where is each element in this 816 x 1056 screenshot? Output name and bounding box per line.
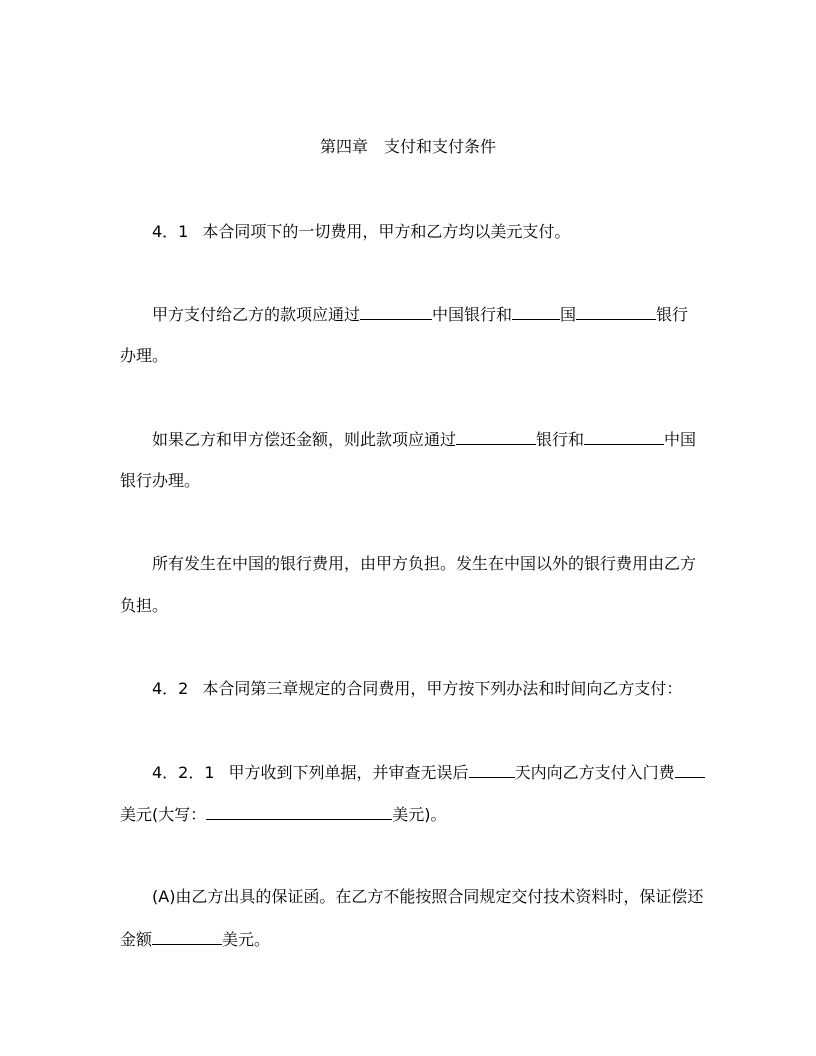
fill-blank[interactable]: [512, 303, 560, 320]
fill-blank[interactable]: [469, 761, 515, 778]
fill-blank[interactable]: [206, 803, 392, 820]
paragraph-text: 中国银行和: [432, 305, 513, 324]
paragraph-text: 银行办理。: [120, 471, 201, 490]
fill-blank[interactable]: [576, 303, 656, 320]
bank-fees-line-1: [152, 553, 696, 575]
paragraph-text: 所有发生在中国的银行费用，由甲方负担。发生在中国以外的银行费用由乙方: [152, 554, 697, 573]
paragraph-text: 如果乙方和甲方偿还金额，则此款项应通过: [152, 430, 457, 449]
paragraph-text: 负担。: [120, 596, 169, 615]
clause-4-2-1-line-1: [152, 761, 705, 784]
payment-route-line-2: [120, 345, 168, 367]
clause-4-2: [152, 678, 682, 700]
clause-text: 天内向乙方支付入门费: [514, 763, 675, 782]
clause-4-1: [152, 221, 570, 243]
fill-blank[interactable]: [360, 303, 432, 320]
item-text: 金额: [120, 930, 153, 949]
item-a-line-2: [120, 928, 270, 951]
fill-blank[interactable]: [152, 928, 222, 945]
item-text: (A)由乙方出具的保证函。在乙方不能按照合同规定交付技术资料时，保证偿还: [152, 887, 704, 906]
paragraph-text: 国: [560, 305, 577, 324]
clause-number: 4．2: [152, 679, 189, 698]
clause-text: 甲方收到下列单据，并审查无误后: [228, 763, 469, 782]
clause-number: 4．1: [152, 222, 189, 241]
clause-4-2-1-line-2: [120, 803, 447, 826]
clause-text: 本合同第三章规定的合同费用，甲方按下列办法和时间向乙方支付：: [202, 679, 683, 698]
fill-blank[interactable]: [456, 428, 536, 445]
paragraph-text: 中国: [664, 430, 697, 449]
refund-route-line-1: [152, 428, 696, 451]
clause-text: 美元)。: [392, 805, 447, 824]
item-a-line-1: [152, 886, 703, 908]
paragraph-text: 银行: [656, 305, 689, 324]
fill-blank[interactable]: [675, 761, 705, 778]
bank-fees-line-2: [120, 595, 168, 617]
fill-blank[interactable]: [584, 428, 664, 445]
payment-route-line-1: [152, 303, 688, 326]
clause-text: 本合同项下的一切费用，甲方和乙方均以美元支付。: [202, 222, 571, 241]
paragraph-text: 银行和: [536, 430, 585, 449]
paragraph-text: 甲方支付给乙方的款项应通过: [152, 305, 361, 324]
chapter-heading: 第四章 支付和支付条件: [319, 137, 496, 156]
clause-number: 4．2．1: [152, 763, 215, 782]
item-text: 美元。: [222, 930, 271, 949]
paragraph-text: 办理。: [120, 346, 169, 365]
refund-route-line-2: [120, 470, 200, 492]
clause-text: 美元(大写：: [120, 805, 207, 824]
